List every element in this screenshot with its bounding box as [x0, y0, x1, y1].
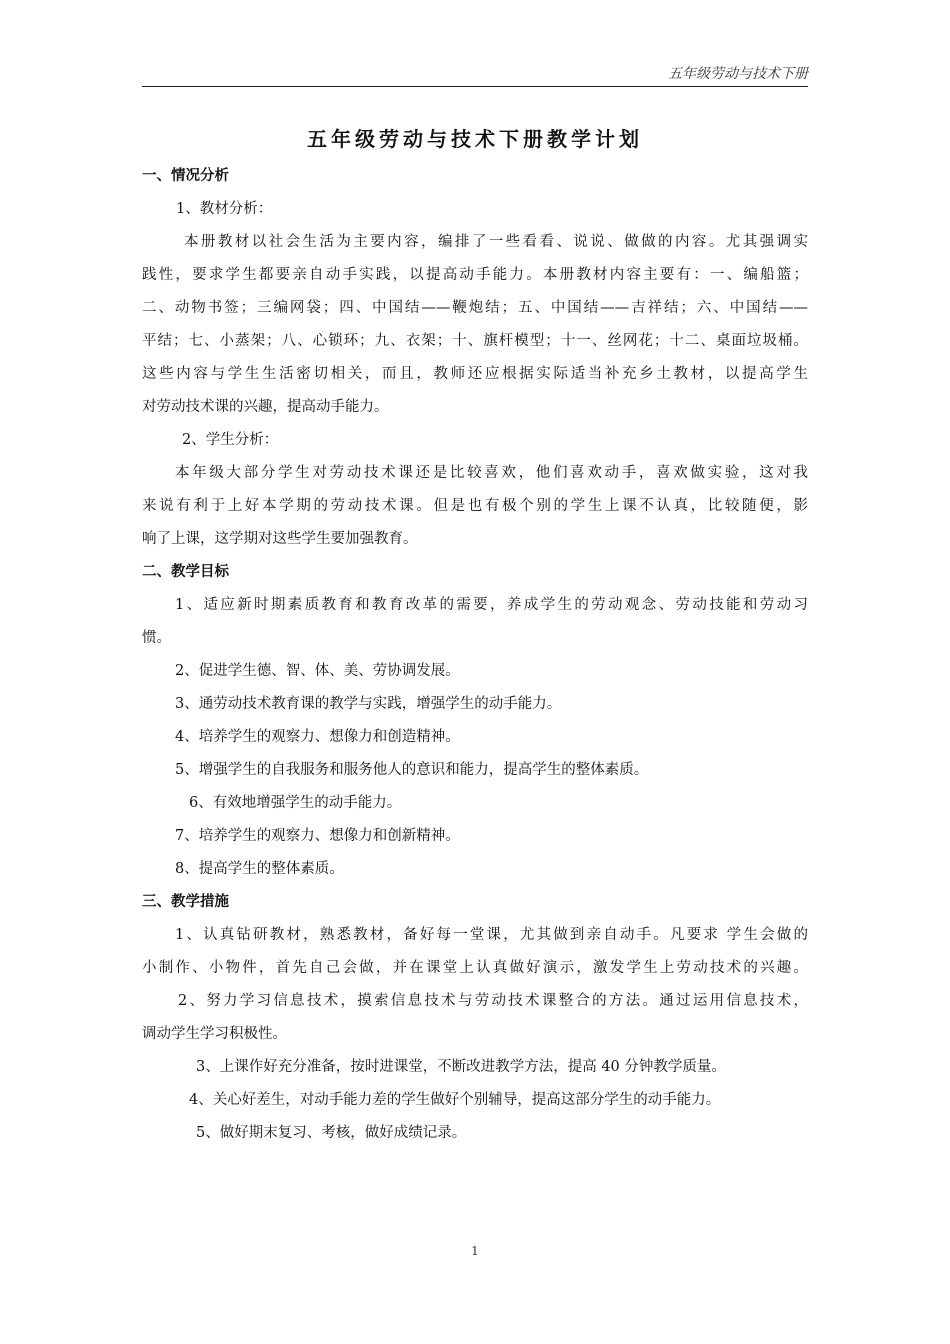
goal-item: 4、培养学生的观察力、想像力和创造精神。: [175, 729, 460, 745]
section-heading-measures: 三、教学措施: [142, 894, 229, 910]
paragraph-student-analysis: [142, 457, 808, 556]
subsection-label-students: 2、学生分析：: [182, 432, 279, 448]
measure-item: 5、做好期末复习、考核，做好成绩记录。: [196, 1125, 467, 1141]
paragraph-line: 小制作、小物件，首先自己会做，并在课堂上认真做好演示，激发学生上劳动技术的兴趣。: [142, 960, 808, 976]
measure-item: [142, 919, 808, 985]
running-header-title: 五年级劳动与技术下册: [668, 66, 808, 82]
document-body: [142, 160, 808, 1150]
document-title: 五年级劳动与技术下册教学计划: [307, 127, 643, 151]
paragraph-line: 平结；七、小蒸架；八、心锁环；九、衣架；十、旗杆模型；十一、丝网花；十二、桌面垃圾桶。: [142, 333, 808, 349]
goal-item: 8、提高学生的整体素质。: [175, 861, 344, 877]
goal-item: 3、通劳动技术教育课的教学与实践，增强学生的动手能力。: [175, 696, 562, 712]
page-number: 1: [471, 1244, 479, 1258]
section-heading-goals: 二、教学目标: [142, 564, 229, 580]
paragraph-line: 调动学生学习积极性。: [142, 1026, 287, 1042]
paragraph-line: 对劳动技术课的兴趣，提高动手能力。: [142, 399, 389, 415]
paragraph-line: 惯。: [142, 630, 171, 646]
paragraph-line: 这些内容与学生生活密切相关，而且，教师还应根据实际适当补充乡土教材，以提高学生: [142, 366, 808, 382]
paragraph-line: 践性，要求学生都要亲自动手实践，以提高动手能力。本册教材内容主要有：一、编船篮；: [142, 267, 808, 283]
goal-item: [142, 589, 808, 655]
goal-item: 2、促进学生德、智、体、美、劳协调发展。: [175, 663, 460, 679]
paragraph-textbook-analysis: [142, 226, 808, 424]
measure-item: 3、上课作好充分准备，按时进课堂，不断改进教学方法，提高 40 分钟教学质量。: [196, 1059, 726, 1075]
paragraph-line: 来说有利于上好本学期的劳动技术课。但是也有极个别的学生上课不认真，比较随便，影: [142, 498, 808, 514]
measure-item: 4、关心好差生，对动手能力差的学生做好个别辅导，提高这部分学生的动手能力。: [189, 1092, 721, 1108]
paragraph-line: 响了上课，这学期对这些学生要加强教育。: [142, 531, 418, 547]
subsection-label-textbook: 1、教材分析：: [176, 201, 273, 217]
paragraph-line: 二、动物书签；三编网袋；四、中国结——鞭炮结；五、中国结——吉祥结；六、中国结——: [142, 300, 808, 316]
paragraph-line: 本册教材以社会生活为主要内容，编排了一些看看、说说、做做的内容。尤其强调实: [184, 234, 808, 250]
paragraph-line: 1、认真钻研教材，熟悉教材，备好每一堂课，尤其做到亲自动手。凡要求 学生会做的: [175, 927, 808, 943]
goal-item: 7、培养学生的观察力、想像力和创新精神。: [175, 828, 460, 844]
section-heading-analysis: 一、情况分析: [142, 168, 229, 184]
goal-item: 5、增强学生的自我服务和服务他人的意识和能力，提高学生的整体素质。: [175, 762, 649, 778]
paragraph-line: 2、努力学习信息技术，摸索信息技术与劳动技术课整合的方法。通过运用信息技术，: [178, 993, 808, 1009]
running-header: [142, 62, 808, 87]
paragraph-line: 本年级大部分学生对劳动技术课还是比较喜欢，他们喜欢动手，喜欢做实验，这对我: [175, 465, 808, 481]
paragraph-line: 1、适应新时期素质教育和教育改革的需要，养成学生的劳动观念、劳动技能和劳动习: [175, 597, 808, 613]
measure-item: [142, 985, 808, 1051]
goal-item: 6、有效地增强学生的动手能力。: [189, 795, 402, 811]
